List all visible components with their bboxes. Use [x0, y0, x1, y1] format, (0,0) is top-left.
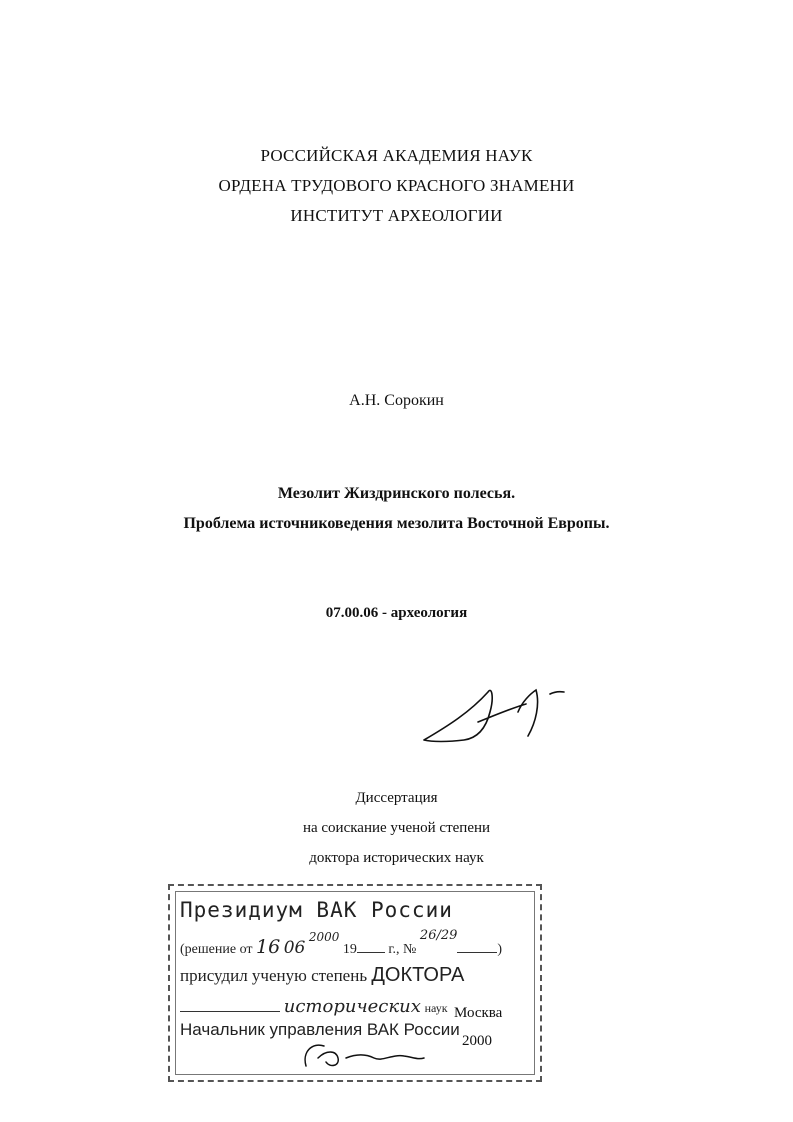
year: 2000	[462, 1033, 492, 1049]
author-name: А.Н. Сорокин	[349, 392, 444, 409]
stamp-number: 26/29	[419, 928, 458, 943]
organization-line-1: РОССИЙСКАЯ АКАДЕМИЯ НАУК	[260, 146, 533, 165]
stamp-century: 19	[342, 942, 357, 957]
title-line-1: Мезолит Жиздринского полесья.	[277, 485, 516, 502]
organization-line-2: ОРДЕНА ТРУДОВОГО КРАСНОГО ЗНАМЕНИ	[218, 176, 575, 195]
stamp-month: 06	[283, 938, 306, 958]
city: Москва	[454, 1005, 503, 1021]
stamp-year-handwritten: 2000	[308, 930, 340, 944]
stamp-decision-prefix: (решение от	[180, 942, 253, 957]
stamp-award-prefix: присудил ученую степень	[180, 966, 368, 985]
dissertation-line-3: доктора исторических наук	[309, 850, 484, 866]
stamp-science-handwritten: исторических	[283, 996, 421, 1017]
author-signature	[418, 682, 578, 746]
stamp-degree: ДОКТОРА	[371, 964, 465, 986]
dissertation-line-1: Диссертация	[355, 790, 438, 806]
stamp-year-blank	[357, 952, 385, 953]
stamp-signature	[300, 1036, 430, 1076]
stamp-header: Президиум ВАК России	[180, 898, 453, 922]
stamp-award-line	[180, 964, 464, 987]
dissertation-line-2: на соискание ученой степени	[302, 820, 491, 836]
stamp-science-line	[180, 996, 448, 1017]
stamp-year-suffix: г., №	[388, 942, 417, 957]
vak-stamp	[168, 884, 542, 1082]
stamp-chief-title: Начальник управления ВАК России	[180, 1020, 460, 1039]
specialty-code: 07.00.06 - археология	[325, 605, 468, 621]
organization-line-3: ИНСТИТУТ АРХЕОЛОГИИ	[290, 206, 503, 225]
stamp-science-suffix: наук	[424, 1001, 448, 1015]
stamp-science-blank	[180, 1011, 280, 1012]
stamp-day: 16	[256, 936, 281, 958]
stamp-number-blank	[457, 952, 497, 953]
stamp-decision-line: (решение от 16 06 2000 19 г., № 26/29)	[180, 928, 503, 958]
title-line-2: Проблема источниковедения мезолита Восточной Европы.	[183, 515, 610, 532]
